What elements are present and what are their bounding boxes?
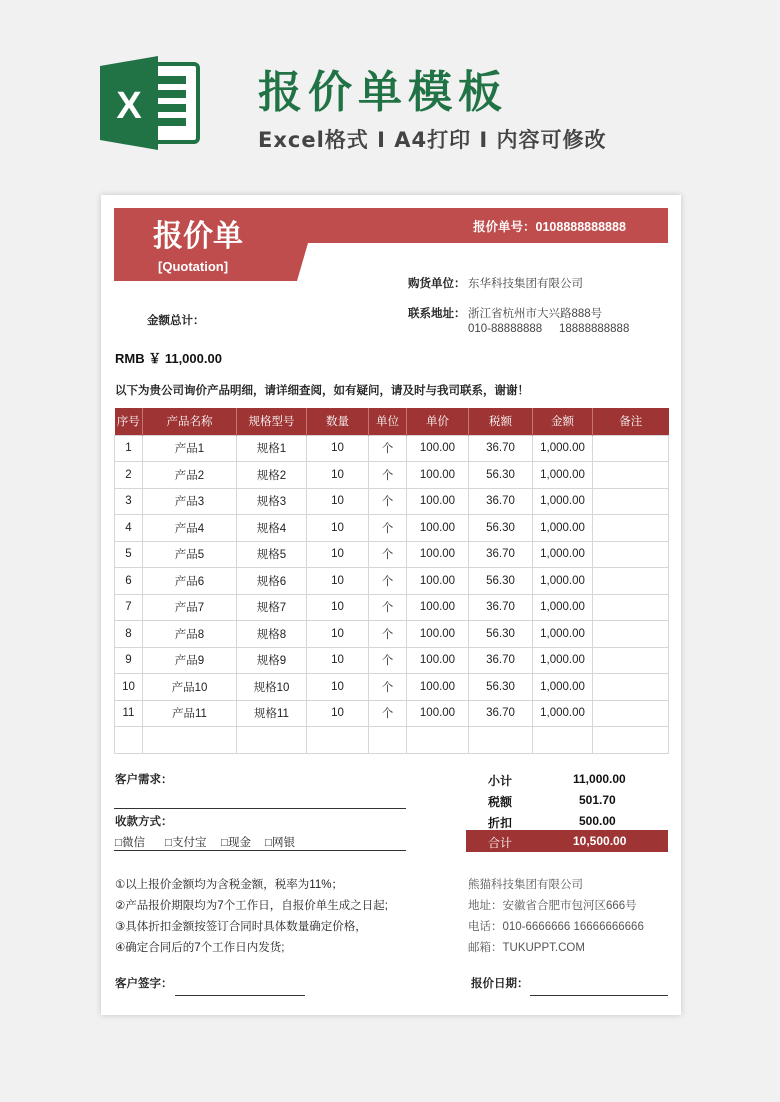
company-phone: 电话：010-6666666 16666666666 xyxy=(468,921,644,933)
table-cell: 100.00 xyxy=(407,462,469,489)
note-1: ①以上报价金额均为含税金额，税率为11%； xyxy=(115,879,343,891)
table-cell: 产品6 xyxy=(143,568,237,595)
table-cell: 规格7 xyxy=(237,594,307,621)
table-cell: 个 xyxy=(369,594,407,621)
table-row xyxy=(115,435,669,462)
table-cell: 100.00 xyxy=(407,488,469,515)
discount-value: 500.00 xyxy=(579,814,616,828)
total-label: 合计 xyxy=(488,836,513,850)
table-cell: 56.30 xyxy=(469,674,533,701)
table-cell xyxy=(593,568,669,595)
table-row xyxy=(115,727,669,754)
table-cell: 56.30 xyxy=(469,568,533,595)
discount-label: 折扣 xyxy=(488,816,513,830)
table-cell: 产品3 xyxy=(143,488,237,515)
table-cell: 100.00 xyxy=(407,594,469,621)
table-cell: 规格11 xyxy=(237,700,307,727)
table-cell: 个 xyxy=(369,568,407,595)
table-cell xyxy=(307,727,369,754)
total-value: 10,500.00 xyxy=(573,834,627,848)
table-cell: 100.00 xyxy=(407,541,469,568)
table-cell xyxy=(593,727,669,754)
table-cell: 10 xyxy=(307,541,369,568)
subtotal-row xyxy=(466,768,668,790)
table-cell: 个 xyxy=(369,621,407,648)
customer-needs-label: 客户需求： xyxy=(115,774,173,786)
column-header: 税额 xyxy=(469,408,533,435)
excel-icon xyxy=(100,56,200,150)
table-cell: 56.30 xyxy=(469,462,533,489)
table-cell xyxy=(593,674,669,701)
table-cell: 规格1 xyxy=(237,435,307,462)
table-cell: 10 xyxy=(307,515,369,542)
table-header xyxy=(115,408,669,435)
table-cell: 11 xyxy=(115,700,143,727)
table-cell: 100.00 xyxy=(407,700,469,727)
intro-text: 以下为贵公司询价产品明细，请详细查阅，如有疑问，请及时与我司联系，谢谢！ xyxy=(115,385,529,397)
discount-row xyxy=(466,810,668,832)
table-cell xyxy=(369,727,407,754)
table-row xyxy=(115,462,669,489)
table-cell: 规格2 xyxy=(237,462,307,489)
table-cell: 1,000.00 xyxy=(533,594,593,621)
table-cell: 3 xyxy=(115,488,143,515)
table-row xyxy=(115,541,669,568)
table-cell: 个 xyxy=(369,462,407,489)
table-cell: 个 xyxy=(369,700,407,727)
table-cell: 10 xyxy=(307,488,369,515)
excel-logo-letter: X xyxy=(116,85,142,127)
table-cell: 6 xyxy=(115,568,143,595)
table-cell: 1,000.00 xyxy=(533,462,593,489)
column-header: 规格型号 xyxy=(237,408,307,435)
column-header: 单位 xyxy=(369,408,407,435)
table-cell: 56.30 xyxy=(469,621,533,648)
table-cell: 个 xyxy=(369,674,407,701)
table-cell: 100.00 xyxy=(407,515,469,542)
table-cell: 10 xyxy=(307,462,369,489)
table-cell xyxy=(469,727,533,754)
table-row xyxy=(115,700,669,727)
table-cell: 1,000.00 xyxy=(533,541,593,568)
table-cell: 10 xyxy=(307,594,369,621)
total-row xyxy=(466,830,668,852)
table-cell: 10 xyxy=(307,647,369,674)
table-cell xyxy=(593,647,669,674)
banner-title: 报价单模板 xyxy=(258,67,508,118)
amount-total: RMB ￥ 11,000.00 xyxy=(115,351,222,366)
table-cell: 10 xyxy=(307,674,369,701)
table-cell: 规格8 xyxy=(237,621,307,648)
table-cell: 1,000.00 xyxy=(533,674,593,701)
table-cell xyxy=(593,488,669,515)
table-cell: 8 xyxy=(115,621,143,648)
column-header: 产品名称 xyxy=(143,408,237,435)
table-row xyxy=(115,488,669,515)
date-line[interactable] xyxy=(530,995,668,996)
table-cell: 36.70 xyxy=(469,647,533,674)
table-cell: 7 xyxy=(115,594,143,621)
quote-number-value: 0108888888888 xyxy=(535,220,626,234)
payment-cash[interactable]: □现金 xyxy=(221,837,251,849)
table-cell: 个 xyxy=(369,515,407,542)
table-row xyxy=(115,594,669,621)
table-cell: 36.70 xyxy=(469,541,533,568)
table-cell: 产品5 xyxy=(143,541,237,568)
table-cell: 规格5 xyxy=(237,541,307,568)
table-cell: 个 xyxy=(369,435,407,462)
table-cell: 产品7 xyxy=(143,594,237,621)
signature-label: 客户签字： xyxy=(115,978,173,990)
phone-1: 010-88888888 xyxy=(468,323,543,335)
table-cell: 100.00 xyxy=(407,674,469,701)
company-email: 邮箱：TUKUPPT.COM xyxy=(468,942,585,954)
sheet-title: 报价单 xyxy=(153,219,243,254)
table-cell: 个 xyxy=(369,488,407,515)
table-cell: 个 xyxy=(369,647,407,674)
items-table xyxy=(114,408,669,754)
table-row xyxy=(115,568,669,595)
table-cell xyxy=(593,541,669,568)
table-cell: 规格6 xyxy=(237,568,307,595)
payment-alipay[interactable]: □支付宝 xyxy=(165,837,207,849)
table-cell xyxy=(593,700,669,727)
tax-label: 税额 xyxy=(488,795,513,809)
table-cell: 规格3 xyxy=(237,488,307,515)
table-cell: 规格10 xyxy=(237,674,307,701)
table-body xyxy=(115,435,669,753)
column-header: 序号 xyxy=(115,408,143,435)
table-cell: 9 xyxy=(115,647,143,674)
table-cell: 1 xyxy=(115,435,143,462)
table-cell: 100.00 xyxy=(407,568,469,595)
table-cell: 产品8 xyxy=(143,621,237,648)
table-cell: 36.70 xyxy=(469,700,533,727)
subtotal-value: 11,000.00 xyxy=(573,772,626,786)
table-row xyxy=(115,621,669,648)
quote-number xyxy=(473,217,626,235)
amount-label: 金额总计： xyxy=(147,315,205,327)
company-address: 地址：安徽省合肥市包河区666号 xyxy=(468,900,637,912)
table-cell xyxy=(533,727,593,754)
payment-wechat[interactable]: □微信 xyxy=(115,837,145,849)
table-cell: 10 xyxy=(115,674,143,701)
table-cell: 36.70 xyxy=(469,594,533,621)
needs-line xyxy=(114,808,406,809)
phone-2: 18888888888 xyxy=(559,323,630,335)
table-cell xyxy=(593,515,669,542)
buyer-value: 东华科技集团有限公司 xyxy=(468,278,583,290)
table-cell: 100.00 xyxy=(407,435,469,462)
signature-line[interactable] xyxy=(175,995,305,996)
table-cell: 10 xyxy=(307,700,369,727)
date-label: 报价日期： xyxy=(471,978,529,990)
table-cell: 1,000.00 xyxy=(533,488,593,515)
payment-bank[interactable]: □网银 xyxy=(265,837,295,849)
table-cell: 1,000.00 xyxy=(533,647,593,674)
table-cell xyxy=(593,621,669,648)
table-cell: 产品1 xyxy=(143,435,237,462)
table-cell xyxy=(237,727,307,754)
quotation-sheet xyxy=(101,195,681,1015)
payment-label: 收款方式： xyxy=(115,816,173,828)
table-cell: 5 xyxy=(115,541,143,568)
quote-number-label: 报价单号： xyxy=(473,220,536,234)
table-cell: 1,000.00 xyxy=(533,568,593,595)
tax-value: 501.70 xyxy=(579,793,616,807)
table-cell: 1,000.00 xyxy=(533,515,593,542)
column-header: 金额 xyxy=(533,408,593,435)
table-cell: 4 xyxy=(115,515,143,542)
subtotal-label: 小计 xyxy=(488,774,513,788)
table-cell: 产品4 xyxy=(143,515,237,542)
tax-row xyxy=(466,789,668,811)
column-header: 备注 xyxy=(593,408,669,435)
table-cell: 36.70 xyxy=(469,488,533,515)
column-header: 数量 xyxy=(307,408,369,435)
table-cell: 规格4 xyxy=(237,515,307,542)
table-row xyxy=(115,515,669,542)
company-name: 熊猫科技集团有限公司 xyxy=(468,879,583,891)
table-cell xyxy=(407,727,469,754)
table-row xyxy=(115,647,669,674)
table-cell: 个 xyxy=(369,541,407,568)
table-cell: 产品2 xyxy=(143,462,237,489)
note-2: ②产品报价期限均为7个工作日，自报价单生成之日起; xyxy=(115,900,388,912)
table-cell: 56.30 xyxy=(469,515,533,542)
note-3: ③具体折扣金额按签订合同时具体数量确定价格， xyxy=(115,921,367,933)
table-cell: 100.00 xyxy=(407,647,469,674)
table-cell: 36.70 xyxy=(469,435,533,462)
table-cell: 1,000.00 xyxy=(533,621,593,648)
table-cell xyxy=(593,594,669,621)
table-cell: 2 xyxy=(115,462,143,489)
table-cell: 产品11 xyxy=(143,700,237,727)
table-cell: 产品9 xyxy=(143,647,237,674)
buyer-label: 购货单位： xyxy=(408,278,466,290)
column-header: 单价 xyxy=(407,408,469,435)
banner-subtitle: Excel格式 I A4打印 I 内容可修改 xyxy=(258,128,607,152)
address-value: 浙江省杭州市大兴路888号 xyxy=(468,308,603,320)
table-cell xyxy=(143,727,237,754)
table-cell: 10 xyxy=(307,621,369,648)
table-cell xyxy=(593,462,669,489)
table-cell: 100.00 xyxy=(407,621,469,648)
sheet-subtitle: [Quotation] xyxy=(158,259,229,274)
table-cell: 1,000.00 xyxy=(533,700,593,727)
address-label: 联系地址： xyxy=(408,308,466,320)
note-4: ④确定合同后的7个工作日内发货; xyxy=(115,942,285,954)
table-row xyxy=(115,674,669,701)
payment-line xyxy=(114,850,406,851)
table-cell: 产品10 xyxy=(143,674,237,701)
table-cell: 10 xyxy=(307,435,369,462)
table-cell xyxy=(115,727,143,754)
table-cell: 1,000.00 xyxy=(533,435,593,462)
table-cell: 10 xyxy=(307,568,369,595)
table-cell: 规格9 xyxy=(237,647,307,674)
table-cell xyxy=(593,435,669,462)
